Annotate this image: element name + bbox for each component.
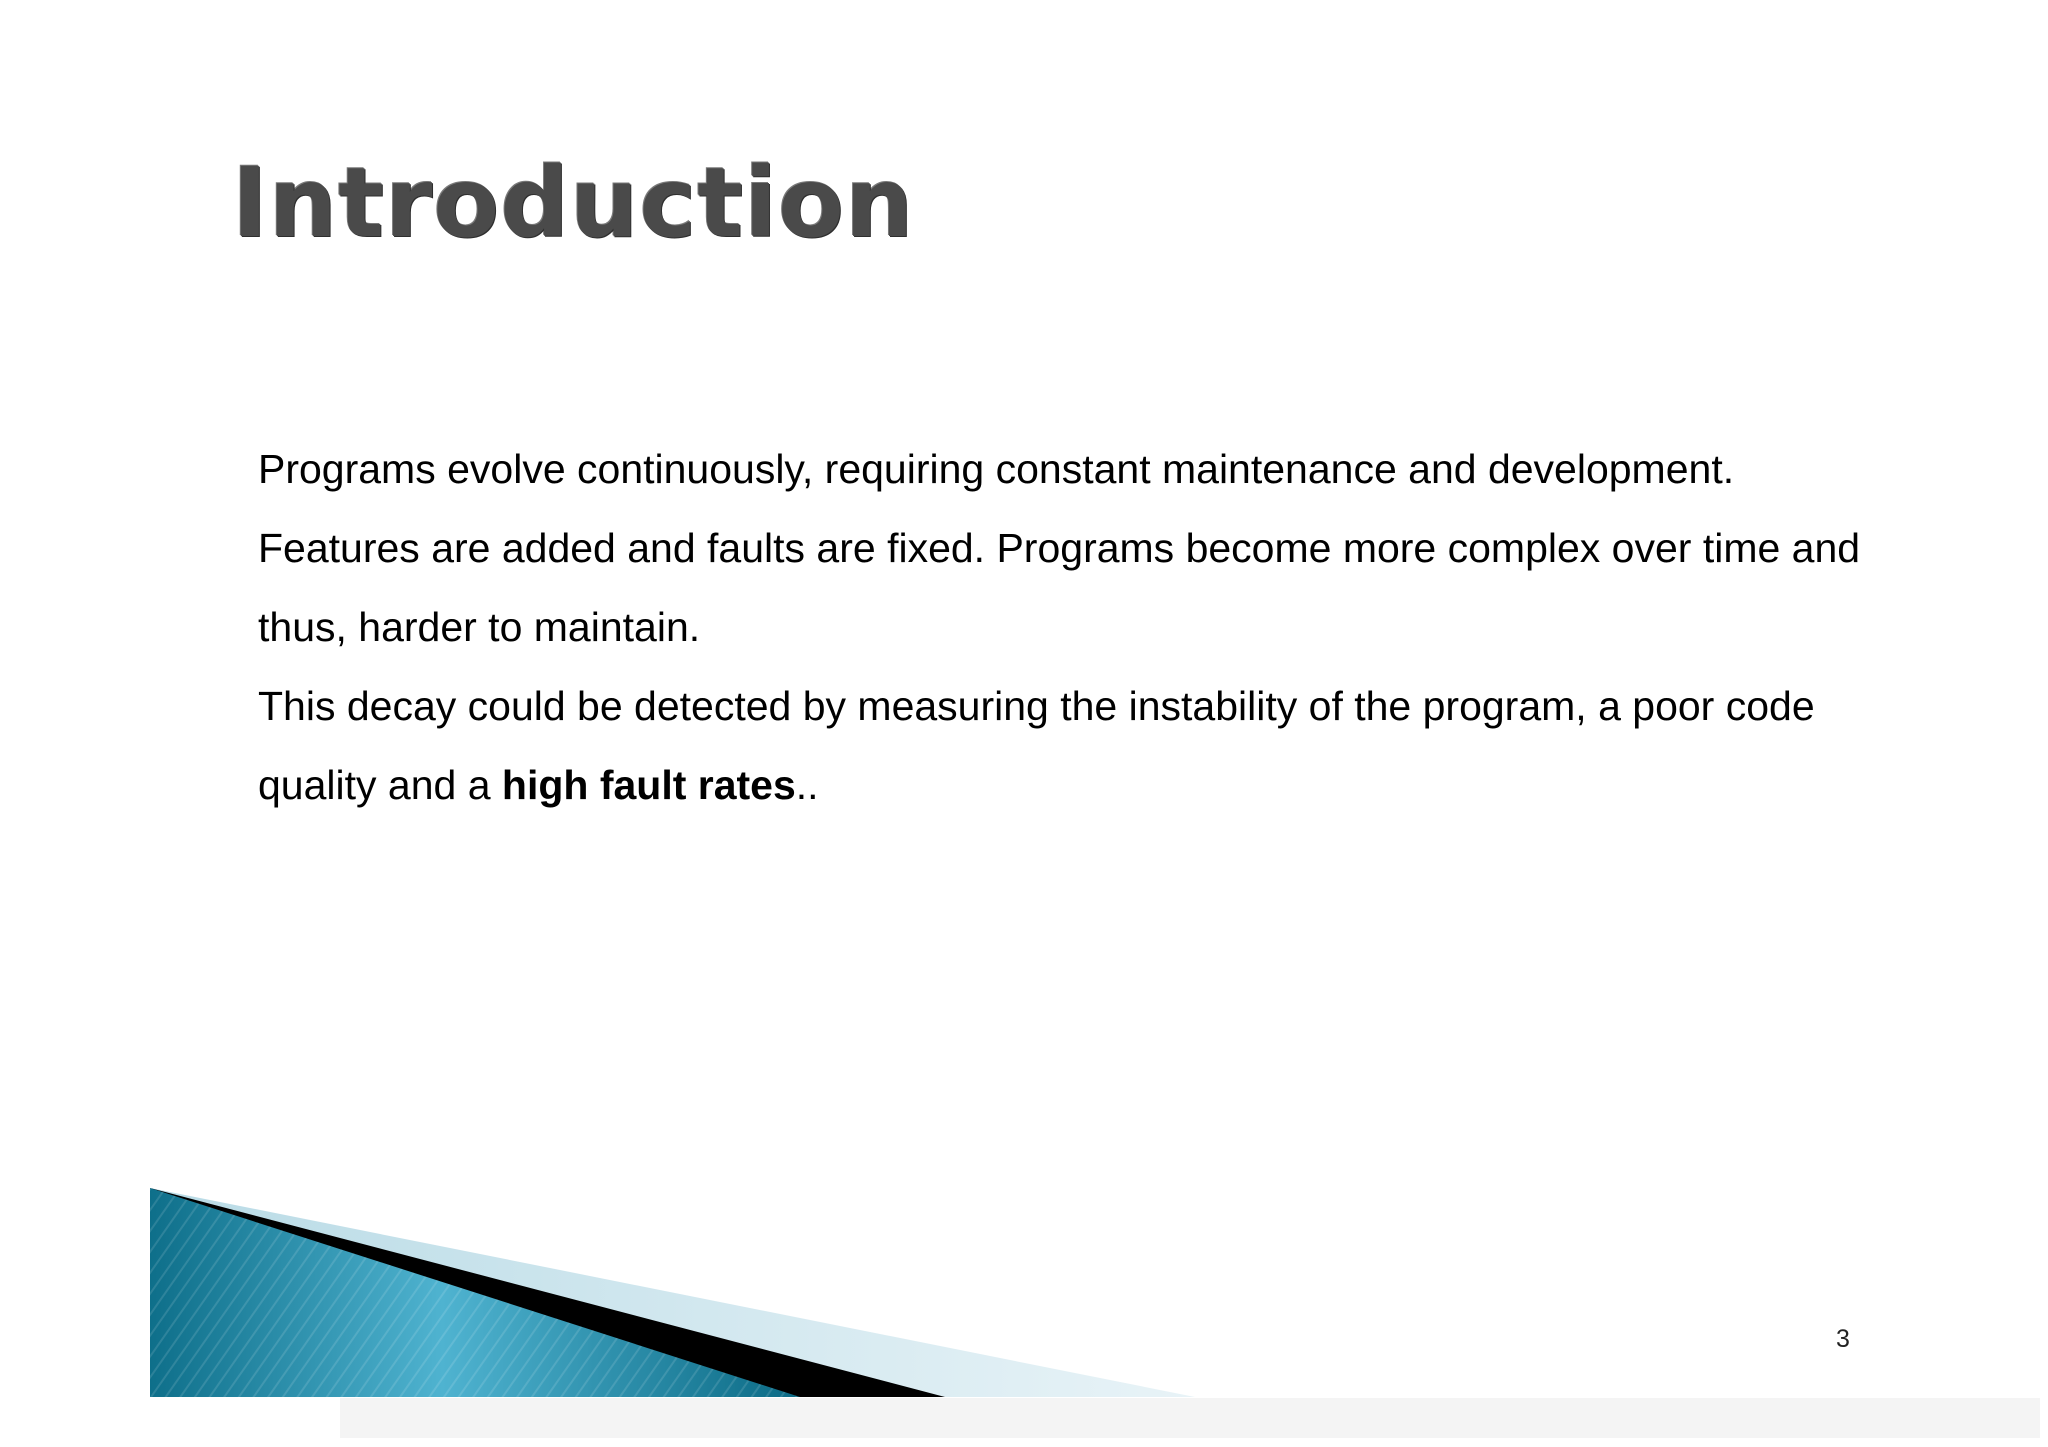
pale-blue-wedge [150, 1188, 1195, 1397]
slide-title: Introduction [232, 147, 915, 259]
teal-wedge [150, 1188, 800, 1397]
emphasis-text: high fault rates [501, 762, 796, 808]
body-paragraph-1: Programs evolve continuously, requiring constant maintenance and development. Features are added and faults are fixed. Programs become more complex over time and thus, harder to maintain. [258, 446, 1861, 650]
teal-wedge-texture [150, 1188, 800, 1397]
paragraph-2-tail: .. [795, 762, 819, 808]
body-paragraph-2 [258, 667, 1898, 825]
paragraph-2-lead: This decay could be detected by measuring the instability of the program, a poor code quality and a [258, 683, 1815, 808]
black-stripe-wedge [150, 1188, 945, 1397]
slide-body [258, 430, 1898, 825]
page-number: 3 [1836, 1325, 1850, 1353]
footer-shadow [340, 1398, 2040, 1438]
